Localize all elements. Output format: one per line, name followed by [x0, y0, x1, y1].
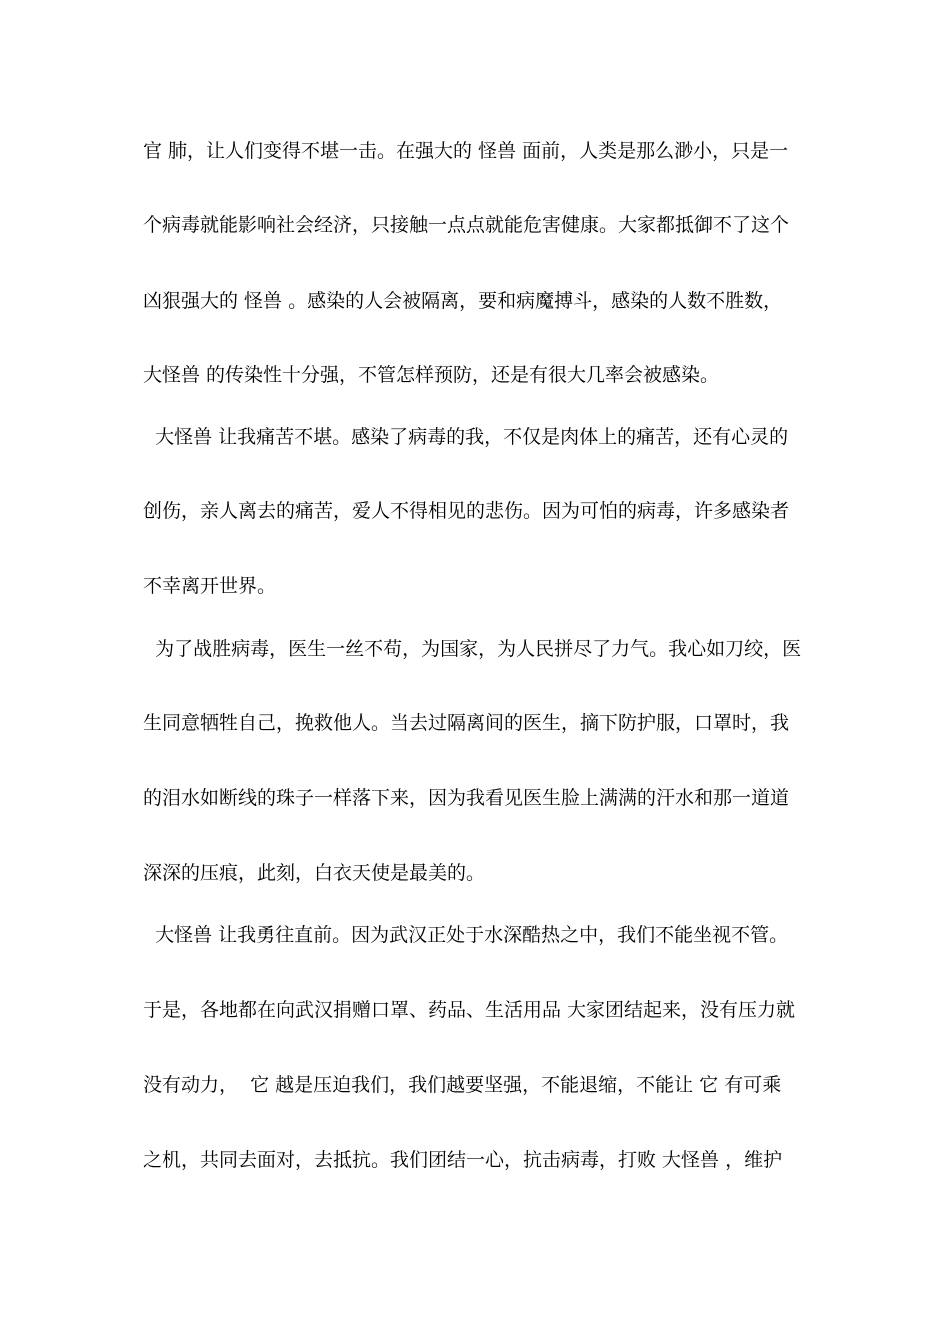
text-line: 深深的压痕，此刻，白衣天使是最美的。: [143, 862, 486, 884]
text-line: 大怪兽 让我勇往直前。因为武汉正处于水深酷热之中，我们不能坐视不管。: [143, 924, 789, 946]
text-line: 为了战胜病毒，医生一丝不苟，为国家，为人民拼尽了力气。我心如刀绞，医: [143, 638, 802, 660]
text-line: 没有动力， 它 越是压迫我们，我们越要坚强，不能退缩，不能让 它 有可乘: [143, 1074, 782, 1096]
text-line: 大怪兽 的传染性十分强，不管怎样预防，还是有很大几率会被感染。: [143, 364, 720, 386]
text-line: 之机，共同去面对，去抵抗。我们团结一心，抗击病毒，打败 大怪兽 ，维护: [143, 1149, 783, 1171]
text-line: 个病毒就能影响社会经济，只接触一点点就能危害健康。大家都抵御不了这个: [143, 214, 790, 236]
text-line: 于是，各地都在向武汉捐赠口罩、药品、生活用品 大家团结起来，没有压力就: [143, 999, 796, 1021]
text-line: 不幸离开世界。: [143, 575, 277, 597]
text-line: 创伤，亲人离去的痛苦，爱人不得相见的悲伤。因为可怕的病毒，许多感染者: [143, 500, 790, 522]
text-line: 的泪水如断线的珠子一样落下来，因为我看见医生脸上满满的汗水和那一道道: [143, 787, 790, 809]
text-line: 凶狠强大的 怪兽 。感染的人会被隔离，要和病魔搏斗，感染的人数不胜数，: [143, 290, 783, 312]
text-line: 生同意牺牲自己，挽救他人。当去过隔离间的医生，摘下防护服，口罩时，我: [143, 712, 790, 734]
text-line: 大怪兽 让我痛苦不堪。感染了病毒的我，不仅是肉体上的痛苦，还有心灵的: [143, 426, 789, 448]
text-line: 官 肺，让人们变得不堪一击。在强大的 怪兽 面前，人类是那么渺小，只是一: [143, 140, 789, 162]
